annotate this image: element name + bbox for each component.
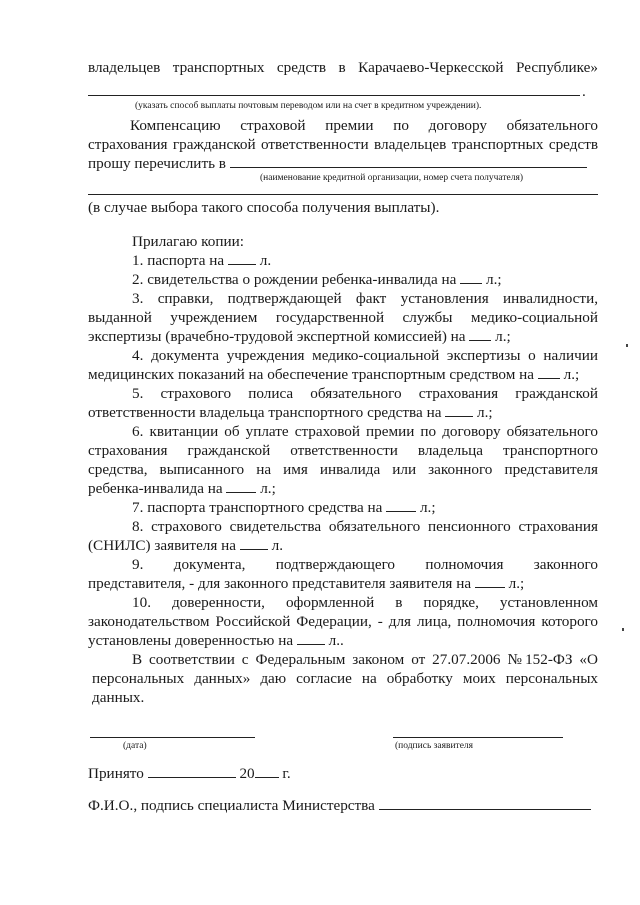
attachment-item-1-pages-field[interactable]: [228, 251, 256, 265]
attachments-intro: Прилагаю копии:: [132, 233, 244, 250]
attachment-item-6-line-1: 6. квитанции об уплате страховой премии по договору обязательного: [132, 423, 598, 440]
attachment-item-3-unit: л.;: [495, 328, 511, 345]
attachment-item-2-text: 2. свидетельства о рождении ребенка-инвалида на: [132, 271, 457, 288]
bank-name-hint: (наименование кредитной организации, номер счета получателя): [260, 173, 523, 183]
attachment-item-4-unit: л.;: [563, 366, 580, 383]
attachment-item-10-line-1: 10. доверенности, оформленной в порядке, установленном: [132, 594, 598, 611]
attachment-item-10-line-2: законодательством Российской Федерации, - для лица, полномочия которого: [88, 613, 598, 630]
signature-field[interactable]: [393, 737, 563, 738]
consent-line-2: персональных данных» даю согласие на обработку моих персональных: [92, 670, 598, 687]
accepted-year-prefix: 20: [239, 765, 255, 782]
consent-line-3: данных.: [92, 689, 145, 706]
payment-method-field[interactable]: [88, 95, 580, 96]
attachment-item-4-line-2: [88, 365, 598, 384]
attachment-item-6-text: ребенка-инвалида на: [88, 480, 223, 497]
compensation-line-3: [88, 154, 598, 173]
consent-line-1: В соответствии с Федеральным законом от 27.07.2006 №152-ФЗ «О: [132, 651, 598, 668]
attachment-item-7-text: 7. паспорта транспортного средства на: [132, 499, 383, 516]
attachment-item-6-line-2: страхования гражданской ответственности владельца транспортного: [88, 442, 598, 459]
compensation-note: (в случае выбора такого способа получения выплаты).: [88, 199, 440, 216]
scan-mark: [622, 628, 624, 631]
attachment-item-2-pages-field[interactable]: [460, 270, 482, 284]
attachment-item-1-text: 1. паспорта на: [132, 252, 225, 269]
compensation-line-2: страхования гражданской ответственности владельцев транспортных средств: [88, 136, 598, 153]
attachment-item-3-pages-field[interactable]: [469, 327, 491, 341]
attachment-item-2: [132, 270, 640, 289]
attachment-item-5-line-1: 5. страхового полиса обязательного страхования гражданской: [132, 385, 598, 402]
attachment-item-5-pages-field[interactable]: [445, 403, 473, 417]
specialist-signature-field[interactable]: [379, 796, 591, 810]
accepted-year-suffix: г.: [282, 765, 291, 782]
date-field[interactable]: [90, 737, 255, 738]
attachment-item-1: [132, 251, 640, 270]
attachment-item-6-line-4: [88, 479, 598, 498]
accepted-year-field[interactable]: [255, 764, 279, 778]
accepted-label: Принято: [88, 765, 144, 782]
attachment-item-9-line-1: 9. документа, подтверждающего полномочия законного: [132, 556, 598, 573]
attachment-item-8-line-1: 8. страхового свидетельства обязательного пенсионного страхования: [132, 518, 598, 535]
attachment-item-6-unit: л.;: [260, 480, 276, 497]
payment-method-hint: (указать способ выплаты почтовым переводом или на счет в кредитном учреждении).: [135, 101, 482, 111]
accepted-line: [88, 764, 598, 783]
attachment-item-10-unit: л..: [328, 632, 344, 649]
attachment-item-8-unit: л.: [271, 537, 284, 554]
attachment-item-9-unit: л.;: [508, 575, 525, 592]
bank-account-field[interactable]: [88, 194, 598, 195]
attachment-item-9-pages-field[interactable]: [475, 574, 505, 588]
compensation-line-1: Компенсацию страховой премии по договору обязательного: [130, 117, 598, 134]
attachment-item-8-pages-field[interactable]: [240, 536, 268, 550]
attachment-item-7: [132, 498, 640, 517]
attachment-item-8-line-2: [88, 536, 598, 555]
attachment-item-3-line-1: 3. справки, подтверждающей факт установления инвалидности,: [132, 290, 598, 307]
attachment-item-9-line-2: [88, 574, 598, 593]
attachment-item-5-text: ответственности владельца транспортного средства на: [88, 404, 442, 421]
attachment-item-5-unit: л.;: [477, 404, 493, 421]
attachment-item-5-line-2: [88, 403, 598, 422]
attachment-item-1-unit: л.: [259, 252, 272, 269]
attachment-item-6-pages-field[interactable]: [226, 479, 256, 493]
header-title-line: владельцев транспортных средств в Карачаево-Черкесской Республике»: [88, 59, 598, 76]
attachment-item-3-text: экспертизы (врачебно-трудовой экспертной комиссией) на: [88, 328, 466, 345]
attachment-item-4-line-1: 4. документа учреждения медико-социальной экспертизы о наличии: [132, 347, 598, 364]
signature-label: (подпись заявителя: [395, 741, 474, 751]
attachment-item-10-pages-field[interactable]: [297, 631, 325, 645]
attachment-item-8-text: (СНИЛС) заявителя на: [88, 537, 237, 554]
attachment-item-6-line-3: средства, выписанного на имя инвалида или законного представителя: [88, 461, 598, 478]
attachment-item-4-text: медицинских показаний на обеспечение транспортным средством на: [88, 366, 535, 383]
bank-name-field[interactable]: [230, 154, 587, 168]
attachment-item-3-line-3: [88, 327, 598, 346]
attachment-item-10-line-3: [88, 631, 598, 650]
specialist-line: [88, 796, 598, 815]
attachment-item-4-pages-field[interactable]: [538, 365, 560, 379]
specialist-label: Ф.И.О., подпись специалиста Министерства: [88, 797, 375, 814]
attachment-item-3-line-2: выданной учреждением государственной службы медико-социальной: [88, 309, 598, 326]
attachment-item-9-text: представителя, - для законного представителя заявителя на: [88, 575, 472, 592]
attachment-item-7-unit: л.;: [419, 499, 436, 516]
date-label: (дата): [123, 741, 147, 751]
accepted-date-field[interactable]: [148, 764, 236, 778]
compensation-line-3-prefix: прошу перечислить в: [88, 155, 226, 172]
scan-mark: [626, 344, 628, 347]
attachment-item-10-text: установлены доверенностью на: [88, 632, 294, 649]
attachment-item-7-pages-field[interactable]: [386, 498, 416, 512]
payment-method-dot: .: [582, 83, 586, 100]
attachment-item-2-unit: л.;: [486, 271, 502, 288]
